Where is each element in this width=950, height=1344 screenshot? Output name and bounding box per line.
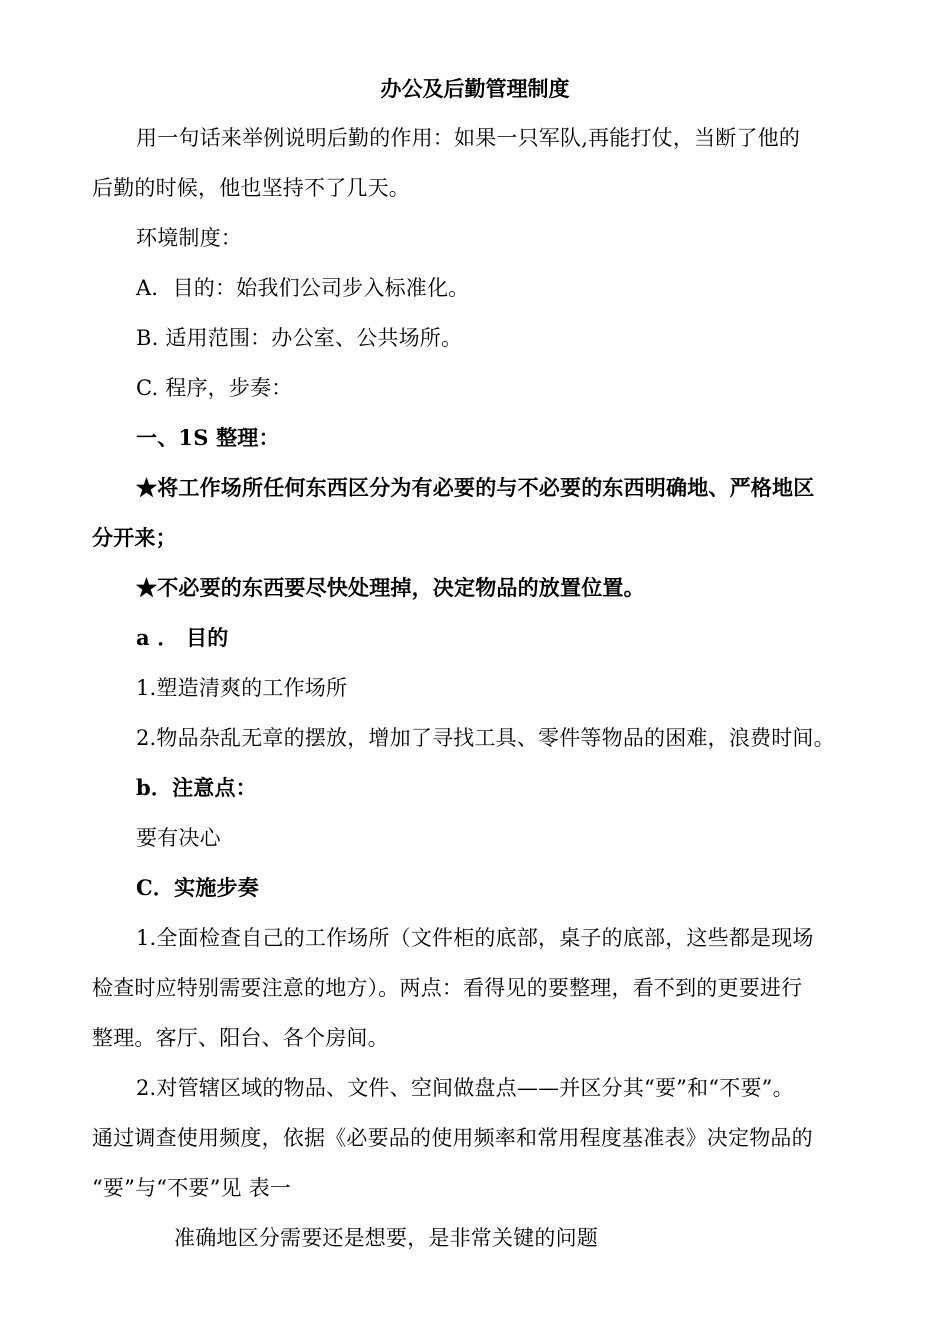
item-c-procedure: C. 程序，步奏： [136,376,293,400]
step-2-line-3: “要”与“不要”见 表一 [92,1176,292,1200]
step-1-line-1: 1.全面检查自己的工作场所（文件柜的底部，桌子的底部，这些都是现场 [136,926,814,950]
step-2-line-1: 2.对管辖区域的物品、文件、空间做盘点——并区分其“要”和“不要”。 [136,1076,794,1100]
star-point-1-line-2: 分开来； [92,525,177,550]
note-determination: 要有决心 [136,826,221,850]
section-1s-heading: 一、1S 整理： [136,425,280,450]
item-a-purpose: A．目的：始我们公司步入标准化。 [136,276,470,300]
step-2-line-2: 通过调查使用频度，依据《必要品的使用频率和常用程度基准表》决定物品的 [92,1126,813,1150]
star-point-2: ★不必要的东西要尽快处理掉，决定物品的放置位置。 [136,575,645,600]
star-point-1-line-1: ★将工作场所任何东西区分为有必要的与不必要的东西明确地、严格地区 [136,475,815,500]
subsection-c-heading: C．实施步奏 [136,875,259,900]
key-question-line: 准确地区分需要还是想要，是非常关键的问题 [174,1226,598,1250]
section-environment-heading: 环境制度： [136,226,242,250]
subsection-b-heading: b．注意点： [136,775,257,800]
paragraph-intro-line-1: 用一句话来举例说明后勤的作用：如果一只军队,再能打仗，当断了他的 [136,126,801,150]
step-1-line-3: 整理。客厅、阳台、各个房间。 [92,1026,389,1050]
paragraph-intro-line-2: 后勤的时候，他也坚持不了几天。 [92,176,410,200]
step-1-line-2: 检查时应特别需要注意的地方）。两点：看得见的要整理，看不到的更要进行 [92,976,803,1000]
purpose-item-1: 1.塑造清爽的工作场所 [136,676,348,700]
subsection-a-heading: a ． 目的 [136,625,229,650]
document-title: 办公及后勤管理制度 [380,76,570,101]
item-b-scope: B. 适用范围：办公室、公共场所。 [136,326,463,350]
purpose-item-2: 2.物品杂乱无章的摆放，增加了寻找工具、零件等物品的困难，浪费时间。 [136,726,835,750]
